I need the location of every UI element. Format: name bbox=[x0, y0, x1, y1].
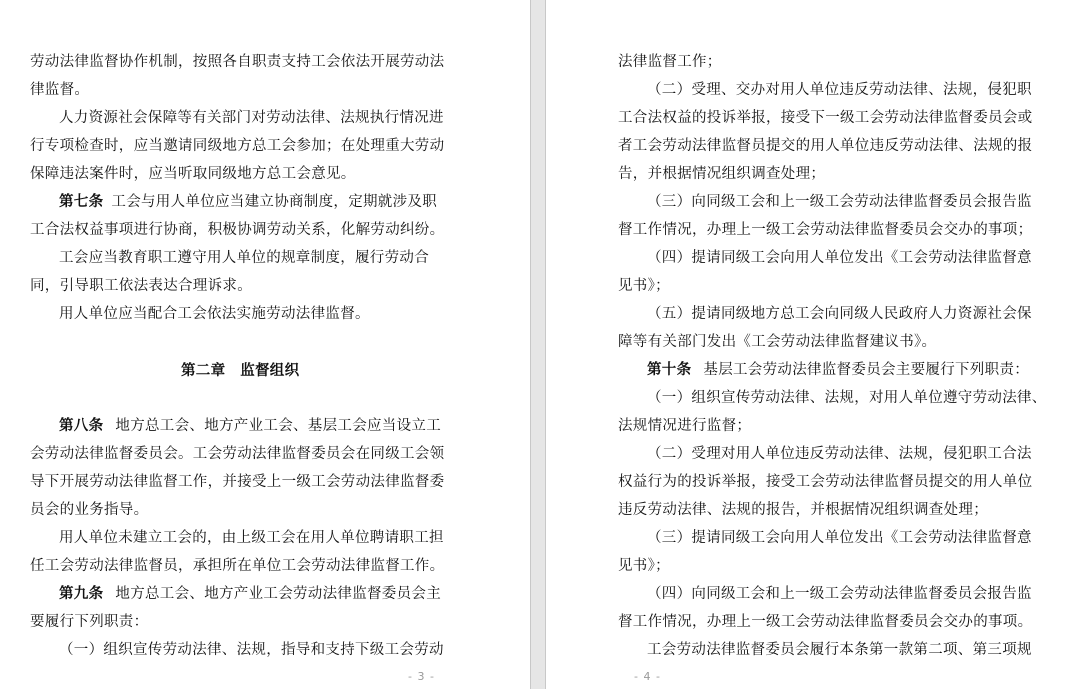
text-line: 行专项检查时，应当邀请同级地方总工会参加；在处理重大劳动 bbox=[30, 138, 445, 154]
article-10-line: 第十条 基层工会劳动法律监督委员会主要履行下列职责： bbox=[647, 361, 1030, 378]
text-line: 见书》； bbox=[618, 278, 670, 294]
text-line: 工会劳动法律监督委员会履行本条第一款第二项、第三项规 bbox=[647, 642, 1032, 658]
text-line: 督工作情况，办理上一级工会劳动法律监督委员会交办的事项； bbox=[618, 222, 1033, 238]
text-line: 法规情况进行监督； bbox=[618, 418, 752, 434]
text-line: 员会的业务指导。 bbox=[30, 502, 149, 518]
text-line: （三）提请同级工会向用人单位发出《工会劳动法律监督意 bbox=[647, 530, 1032, 546]
text-line: 任工会劳动法律监督员，承担所在单位工会劳动法律监督工作。 bbox=[30, 558, 445, 574]
article-9-line: 第九条 地方总工会、地方产业工会劳动法律监督委员会主 bbox=[59, 585, 442, 602]
text-line: （二）受理、交办对用人单位违反劳动法律、法规，侵犯职 bbox=[647, 82, 1032, 98]
text-line: 人力资源社会保障等有关部门对劳动法律、法规执行情况进 bbox=[59, 110, 444, 126]
text-line: 障等有关部门发出《工会劳动法律监督建议书》。 bbox=[618, 334, 937, 350]
text-line: 权益行为的投诉举报，接受工会劳动法律监督员提交的用人单位 bbox=[618, 474, 1033, 490]
text-line: 要履行下列职责： bbox=[30, 614, 149, 630]
text-line: 工合法权益事项进行协商，积极协调劳动关系，化解劳动纠纷。 bbox=[30, 222, 445, 238]
text-line: 者工会劳动法律监督员提交的用人单位违反劳动法律、法规的报 bbox=[618, 138, 1033, 154]
article-10-heading: 第十条 bbox=[647, 361, 692, 378]
text-line: （五）提请同级地方总工会向同级人民政府人力资源社会保 bbox=[647, 306, 1032, 322]
chapter-heading: 第二章 监督组织 bbox=[181, 362, 300, 379]
text-line: （四）提请同级工会向用人单位发出《工会劳动法律监督意 bbox=[647, 250, 1032, 266]
article-7-heading: 第七条 bbox=[59, 193, 104, 210]
text-line: （二）受理对用人单位违反劳动法律、法规，侵犯职工合法 bbox=[647, 446, 1032, 462]
text-line: 劳动法律监督协作机制，按照各自职责支持工会依法开展劳动法 bbox=[30, 54, 445, 70]
page-number: - 4 - bbox=[634, 670, 661, 683]
text-line: 导下开展劳动法律监督工作，并接受上一级工会劳动法律监督委 bbox=[30, 474, 445, 490]
article-8-heading: 第八条 bbox=[59, 417, 104, 434]
text-line: （一）组织宣传劳动法律、法规，指导和支持下级工会劳动 bbox=[59, 642, 444, 658]
text-line: （三）向同级工会和上一级工会劳动法律监督委员会报告监 bbox=[647, 194, 1032, 210]
text-line: 同，引导职工依法表达合理诉求。 bbox=[30, 278, 252, 294]
page-number: - 3 - bbox=[408, 670, 435, 683]
text-line: 用人单位应当配合工会依法实施劳动法律监督。 bbox=[59, 306, 370, 322]
text-line: 保障违法案件时，应当听取同级地方总工会意见。 bbox=[30, 166, 356, 182]
article-9-heading: 第九条 bbox=[59, 585, 104, 602]
text-line: 用人单位未建立工会的，由上级工会在用人单位聘请职工担 bbox=[59, 530, 444, 546]
text-line: 工会应当教育职工遵守用人单位的规章制度，履行劳动合 bbox=[59, 250, 429, 266]
article-8-line: 第八条 地方总工会、地方产业工会、基层工会应当设立工 bbox=[59, 417, 442, 434]
text-line: 律监督。 bbox=[30, 82, 90, 98]
text-line: 见书》； bbox=[618, 558, 670, 574]
document-page-4 bbox=[545, 0, 1080, 689]
text-line: （一）组织宣传劳动法律、法规，对用人单位遵守劳动法律、 bbox=[647, 390, 1047, 406]
document-page-3 bbox=[0, 0, 531, 689]
article-7-line: 第七条 工会与用人单位应当建立协商制度，定期就涉及职 bbox=[59, 193, 438, 210]
text-line: 会劳动法律监督委员会。工会劳动法律监督委员会在同级工会领 bbox=[30, 446, 445, 462]
text-line: （四）向同级工会和上一级工会劳动法律监督委员会报告监 bbox=[647, 586, 1032, 602]
text-line: 告，并根据情况组织调查处理； bbox=[618, 166, 826, 182]
text-line: 工合法权益的投诉举报，接受下一级工会劳动法律监督委员会或 bbox=[618, 110, 1033, 126]
text-line: 违反劳动法律、法规的报告，并根据情况组织调查处理； bbox=[618, 502, 988, 518]
text-line: 督工作情况，办理上一级工会劳动法律监督委员会交办的事项。 bbox=[618, 614, 1033, 630]
text-line: 法律监督工作； bbox=[618, 54, 722, 70]
